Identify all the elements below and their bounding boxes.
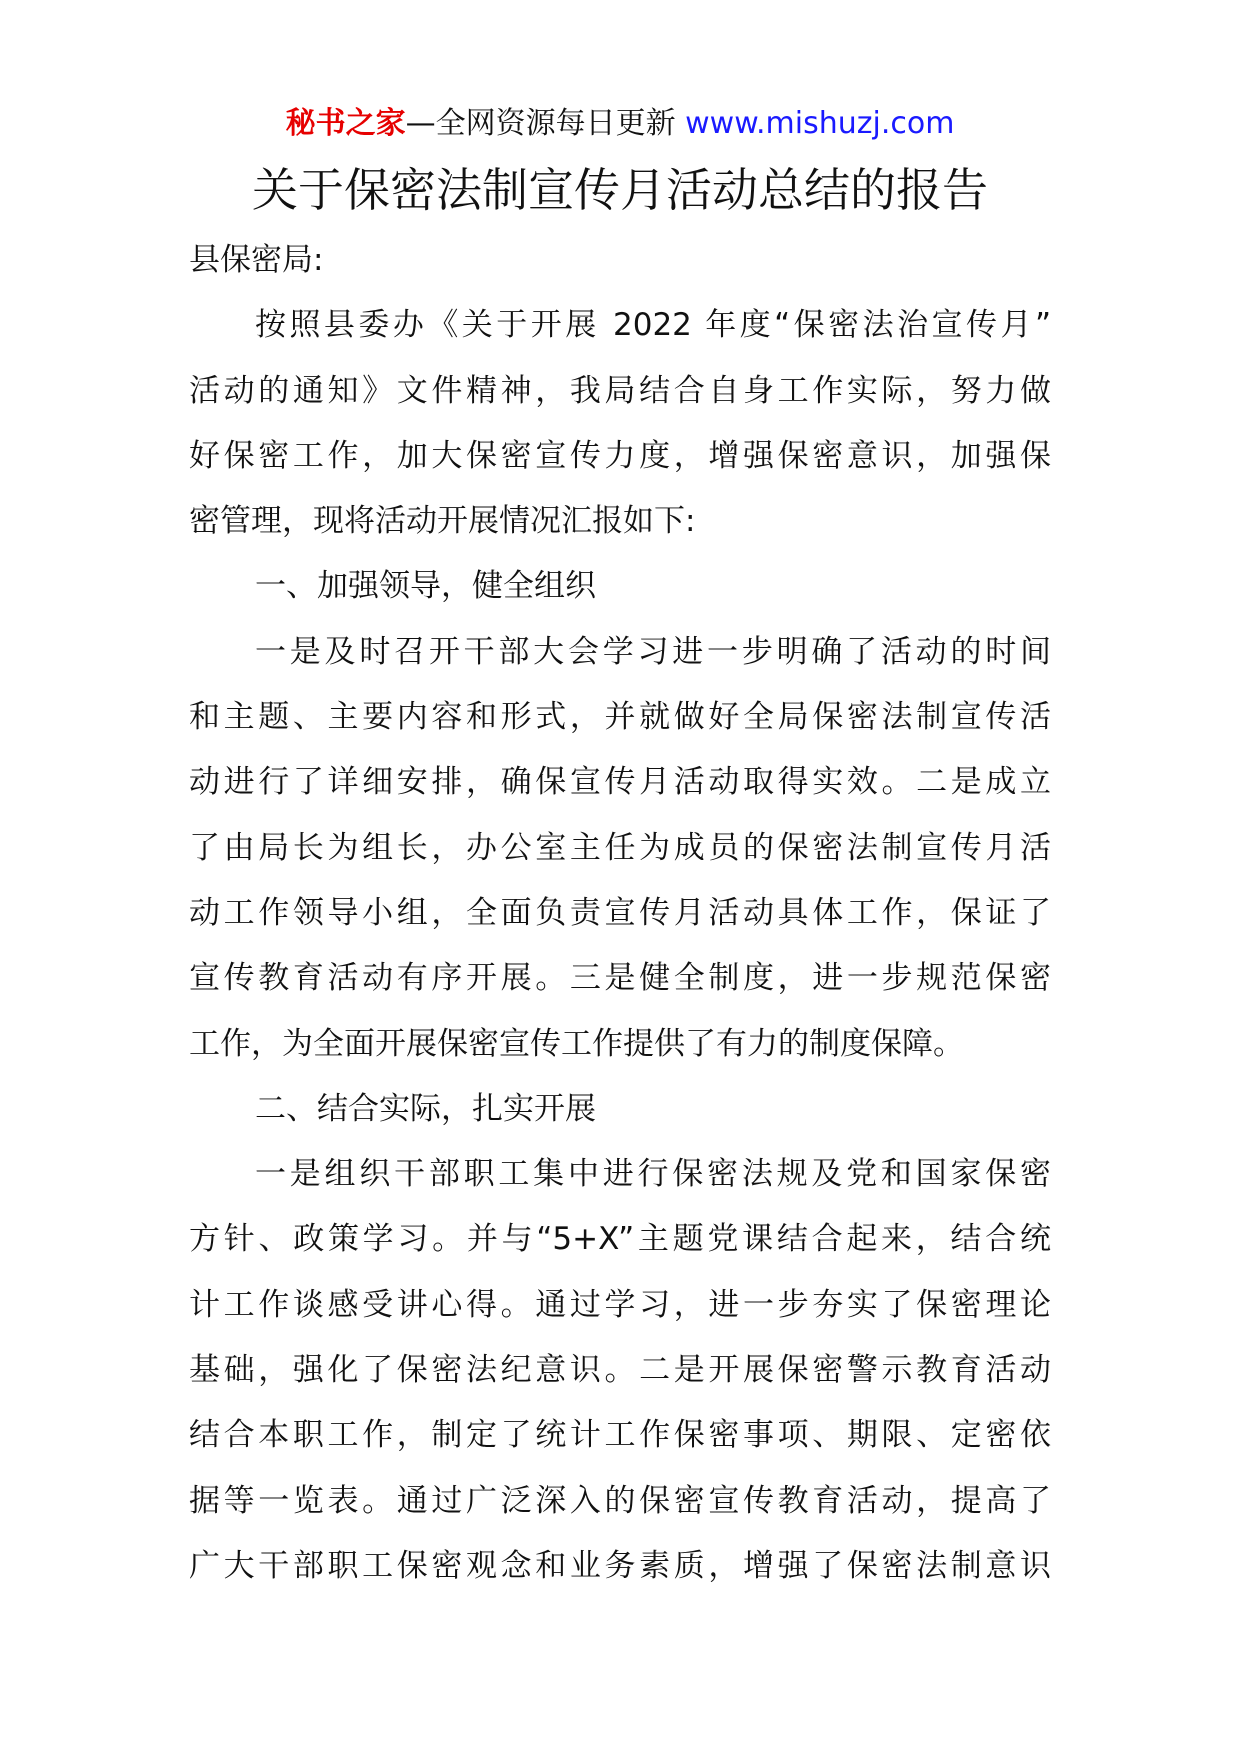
body-line: 方针、政策学习。并与“5+X”主题党课结合起来，结合统	[189, 1221, 1051, 1258]
body-line: 和主题、主要内容和形式，并就做好全局保密法制宣传活	[189, 699, 1051, 736]
body-line: 密管理，现将活动开展情况汇报如下:	[189, 503, 696, 540]
body-line: 计工作谈感受讲心得。通过学习，进一步夯实了保密理论	[189, 1286, 1051, 1323]
banner-tagline: —全网资源每日更新	[405, 106, 676, 141]
body-line: 据等一览表。通过广泛深入的保密宣传教育活动，提高了	[189, 1482, 1051, 1519]
body-line: 动进行了详细安排，确保宣传月活动取得实效。二是成立	[189, 764, 1051, 801]
body-line: 工作，为全面开展保密宣传工作提供了有力的制度保障。	[189, 1025, 964, 1062]
site-banner	[0, 100, 1240, 148]
section-heading: 一、加强领导，健全组织	[255, 568, 596, 605]
body-line: 结合本职工作，制定了统计工作保密事项、期限、定密依	[189, 1417, 1051, 1454]
body-line: 活动的通知》文件精神，我局结合自身工作实际，努力做	[189, 372, 1051, 409]
body-line: 广大干部职工保密观念和业务素质，增强了保密法制意识	[189, 1547, 1051, 1584]
body-line: 动工作领导小组，全面负责宣传月活动具体工作，保证了	[189, 894, 1051, 931]
body-line: 一是及时召开干部大会学习进一步明确了活动的时间	[255, 633, 1051, 670]
site-url-link[interactable]: www.mishuzj.com	[685, 106, 955, 141]
document-body	[189, 228, 1051, 1599]
body-line: 按照县委办《关于开展 2022 年度“保密法治宣传月”	[255, 307, 1051, 344]
body-line: 好保密工作，加大保密宣传力度，增强保密意识，加强保	[189, 437, 1051, 474]
salutation-line: 县保密局:	[189, 242, 324, 278]
body-line: 一是组织干部职工集中进行保密法规及党和国家保密	[255, 1156, 1051, 1193]
body-line: 了由局长为组长，办公室主任为成员的保密法制宣传月活	[189, 829, 1051, 866]
brand-name: 秘书之家	[285, 106, 406, 141]
body-line: 宣传教育活动有序开展。三是健全制度，进一步规范保密	[189, 960, 1051, 997]
body-line: 基础，强化了保密法纪意识。二是开展保密警示教育活动	[189, 1352, 1051, 1389]
section-heading: 二、结合实际，扎实开展	[255, 1090, 596, 1127]
document-title: 关于保密法制宣传月活动总结的报告	[252, 163, 988, 217]
